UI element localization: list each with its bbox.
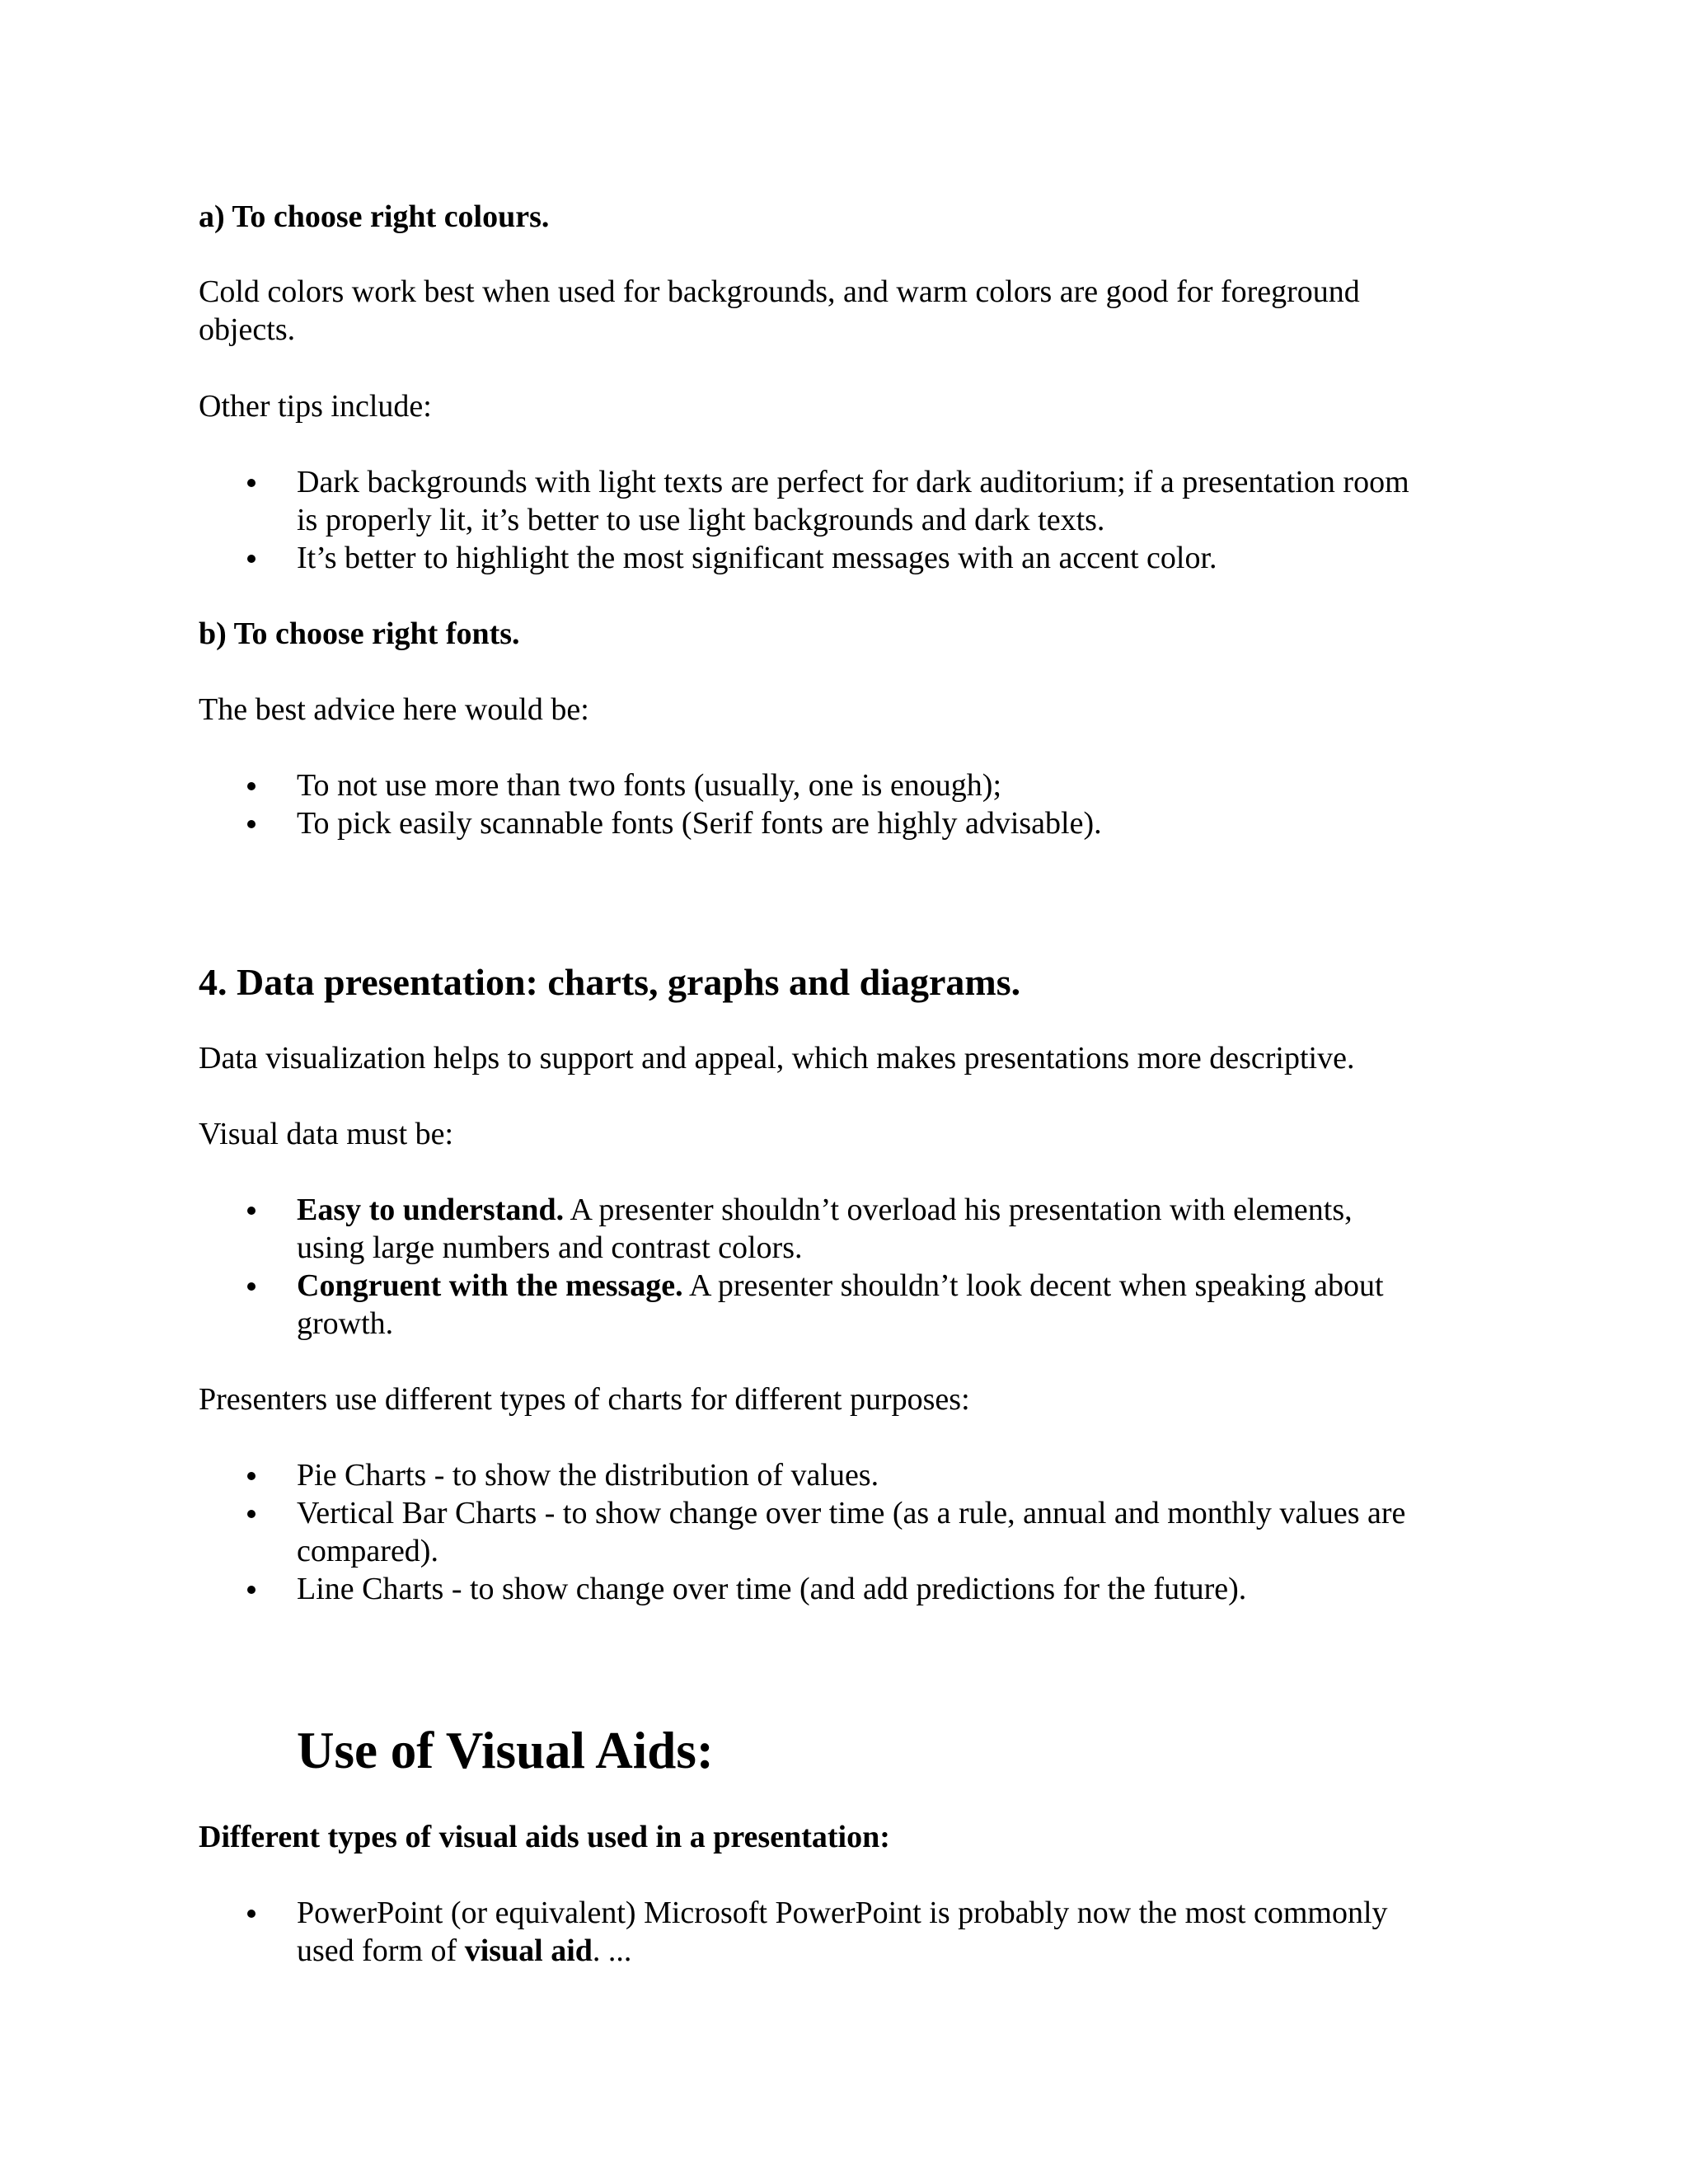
- list-item: [199, 1894, 1517, 1970]
- section-b-intro: The best advice here would be:: [199, 692, 589, 727]
- bullet-icon: [247, 555, 256, 563]
- bullet-icon: [247, 1282, 256, 1291]
- list-item-line: is properly lit, it’s better to use light backgrounds and dark texts.: [297, 503, 1105, 537]
- list-item: [199, 1456, 1517, 1494]
- list-item: [199, 463, 1517, 539]
- list-item-line: Vertical Bar Charts - to show change over time (as a rule, annual and monthly values are: [297, 1496, 1406, 1530]
- list-item-text: . ...: [592, 1933, 632, 1968]
- section-a-heading: a) To choose right colours.: [199, 199, 550, 234]
- bullet-icon: [247, 1207, 256, 1215]
- list-item: [199, 1191, 1517, 1267]
- list-item: [199, 539, 1517, 577]
- list-item-line: Dark backgrounds with light texts are perfect for dark auditorium; if a presentation room: [297, 465, 1409, 499]
- chart-types-list: [199, 1456, 1517, 1608]
- list-item-bold-lead: Congruent with the message.: [297, 1268, 683, 1303]
- bullet-icon: [247, 479, 256, 487]
- section-a-paragraph-line-1: Cold colors work best when used for backgrounds, and warm colors are good for foreground: [199, 274, 1360, 309]
- list-item-line: using large numbers and contrast colors.: [297, 1230, 803, 1265]
- color-tips-list: [199, 463, 1517, 577]
- bullet-icon: [247, 782, 256, 790]
- section-a-paragraph: [199, 273, 1501, 349]
- list-item-line: [297, 1932, 1517, 1970]
- list-item: [199, 766, 1517, 804]
- other-tips-intro: Other tips include:: [199, 389, 432, 424]
- visual-aids-title: Use of Visual Aids:: [297, 1722, 714, 1779]
- bullet-icon: [247, 1586, 256, 1594]
- list-item-line: Pie Charts - to show the distribution of values.: [297, 1458, 879, 1493]
- list-item-bold-lead: Easy to understand.: [297, 1193, 565, 1227]
- visual-aids-subheading: Different types of visual aids used in a presentation:: [199, 1820, 890, 1854]
- list-item-line: To pick easily scannable fonts (Serif fonts are highly advisable).: [297, 806, 1102, 841]
- section-4-paragraph: Data visualization helps to support and appeal, which makes presentations more descriptive.: [199, 1041, 1355, 1076]
- bullet-icon: [247, 1510, 256, 1518]
- list-item-line: To not use more than two fonts (usually, one is enough);: [297, 768, 1002, 803]
- font-tips-list: [199, 766, 1517, 842]
- list-item: [199, 1267, 1517, 1343]
- bullet-icon: [247, 820, 256, 828]
- visual-data-list: [199, 1191, 1517, 1343]
- list-item-text: used form of: [297, 1933, 465, 1968]
- visual-data-intro: Visual data must be:: [199, 1117, 454, 1151]
- list-item: [199, 1570, 1517, 1608]
- list-item-line: It’s better to highlight the most significant messages with an accent color.: [297, 541, 1217, 575]
- list-item-line: PowerPoint (or equivalent) Microsoft PowerPoint is probably now the most commonly: [297, 1896, 1388, 1930]
- bullet-icon: [247, 1910, 256, 1918]
- list-item-line: compared).: [297, 1534, 438, 1568]
- section-b-heading: b) To choose right fonts.: [199, 616, 520, 651]
- list-item: [199, 1494, 1517, 1570]
- visual-aids-list: [199, 1894, 1517, 1970]
- list-item-text: A presenter shouldn’t look decent when speaking about: [682, 1268, 1384, 1303]
- list-item-line: [297, 1191, 1517, 1229]
- section-a-paragraph-line-2: objects.: [199, 312, 296, 347]
- charts-intro: Presenters use different types of charts for different purposes:: [199, 1382, 970, 1417]
- list-item-line: growth.: [297, 1306, 394, 1341]
- list-item-bold-term: visual aid: [464, 1933, 593, 1968]
- list-item: [199, 804, 1517, 842]
- section-4-heading: 4. Data presentation: charts, graphs and diagrams.: [199, 961, 1021, 1003]
- list-item-text: A presenter shouldn’t overload his presentation with elements,: [564, 1193, 1353, 1227]
- list-item-line: Line Charts - to show change over time (and add predictions for the future).: [297, 1572, 1247, 1606]
- list-item-line: [297, 1267, 1517, 1305]
- bullet-icon: [247, 1472, 256, 1480]
